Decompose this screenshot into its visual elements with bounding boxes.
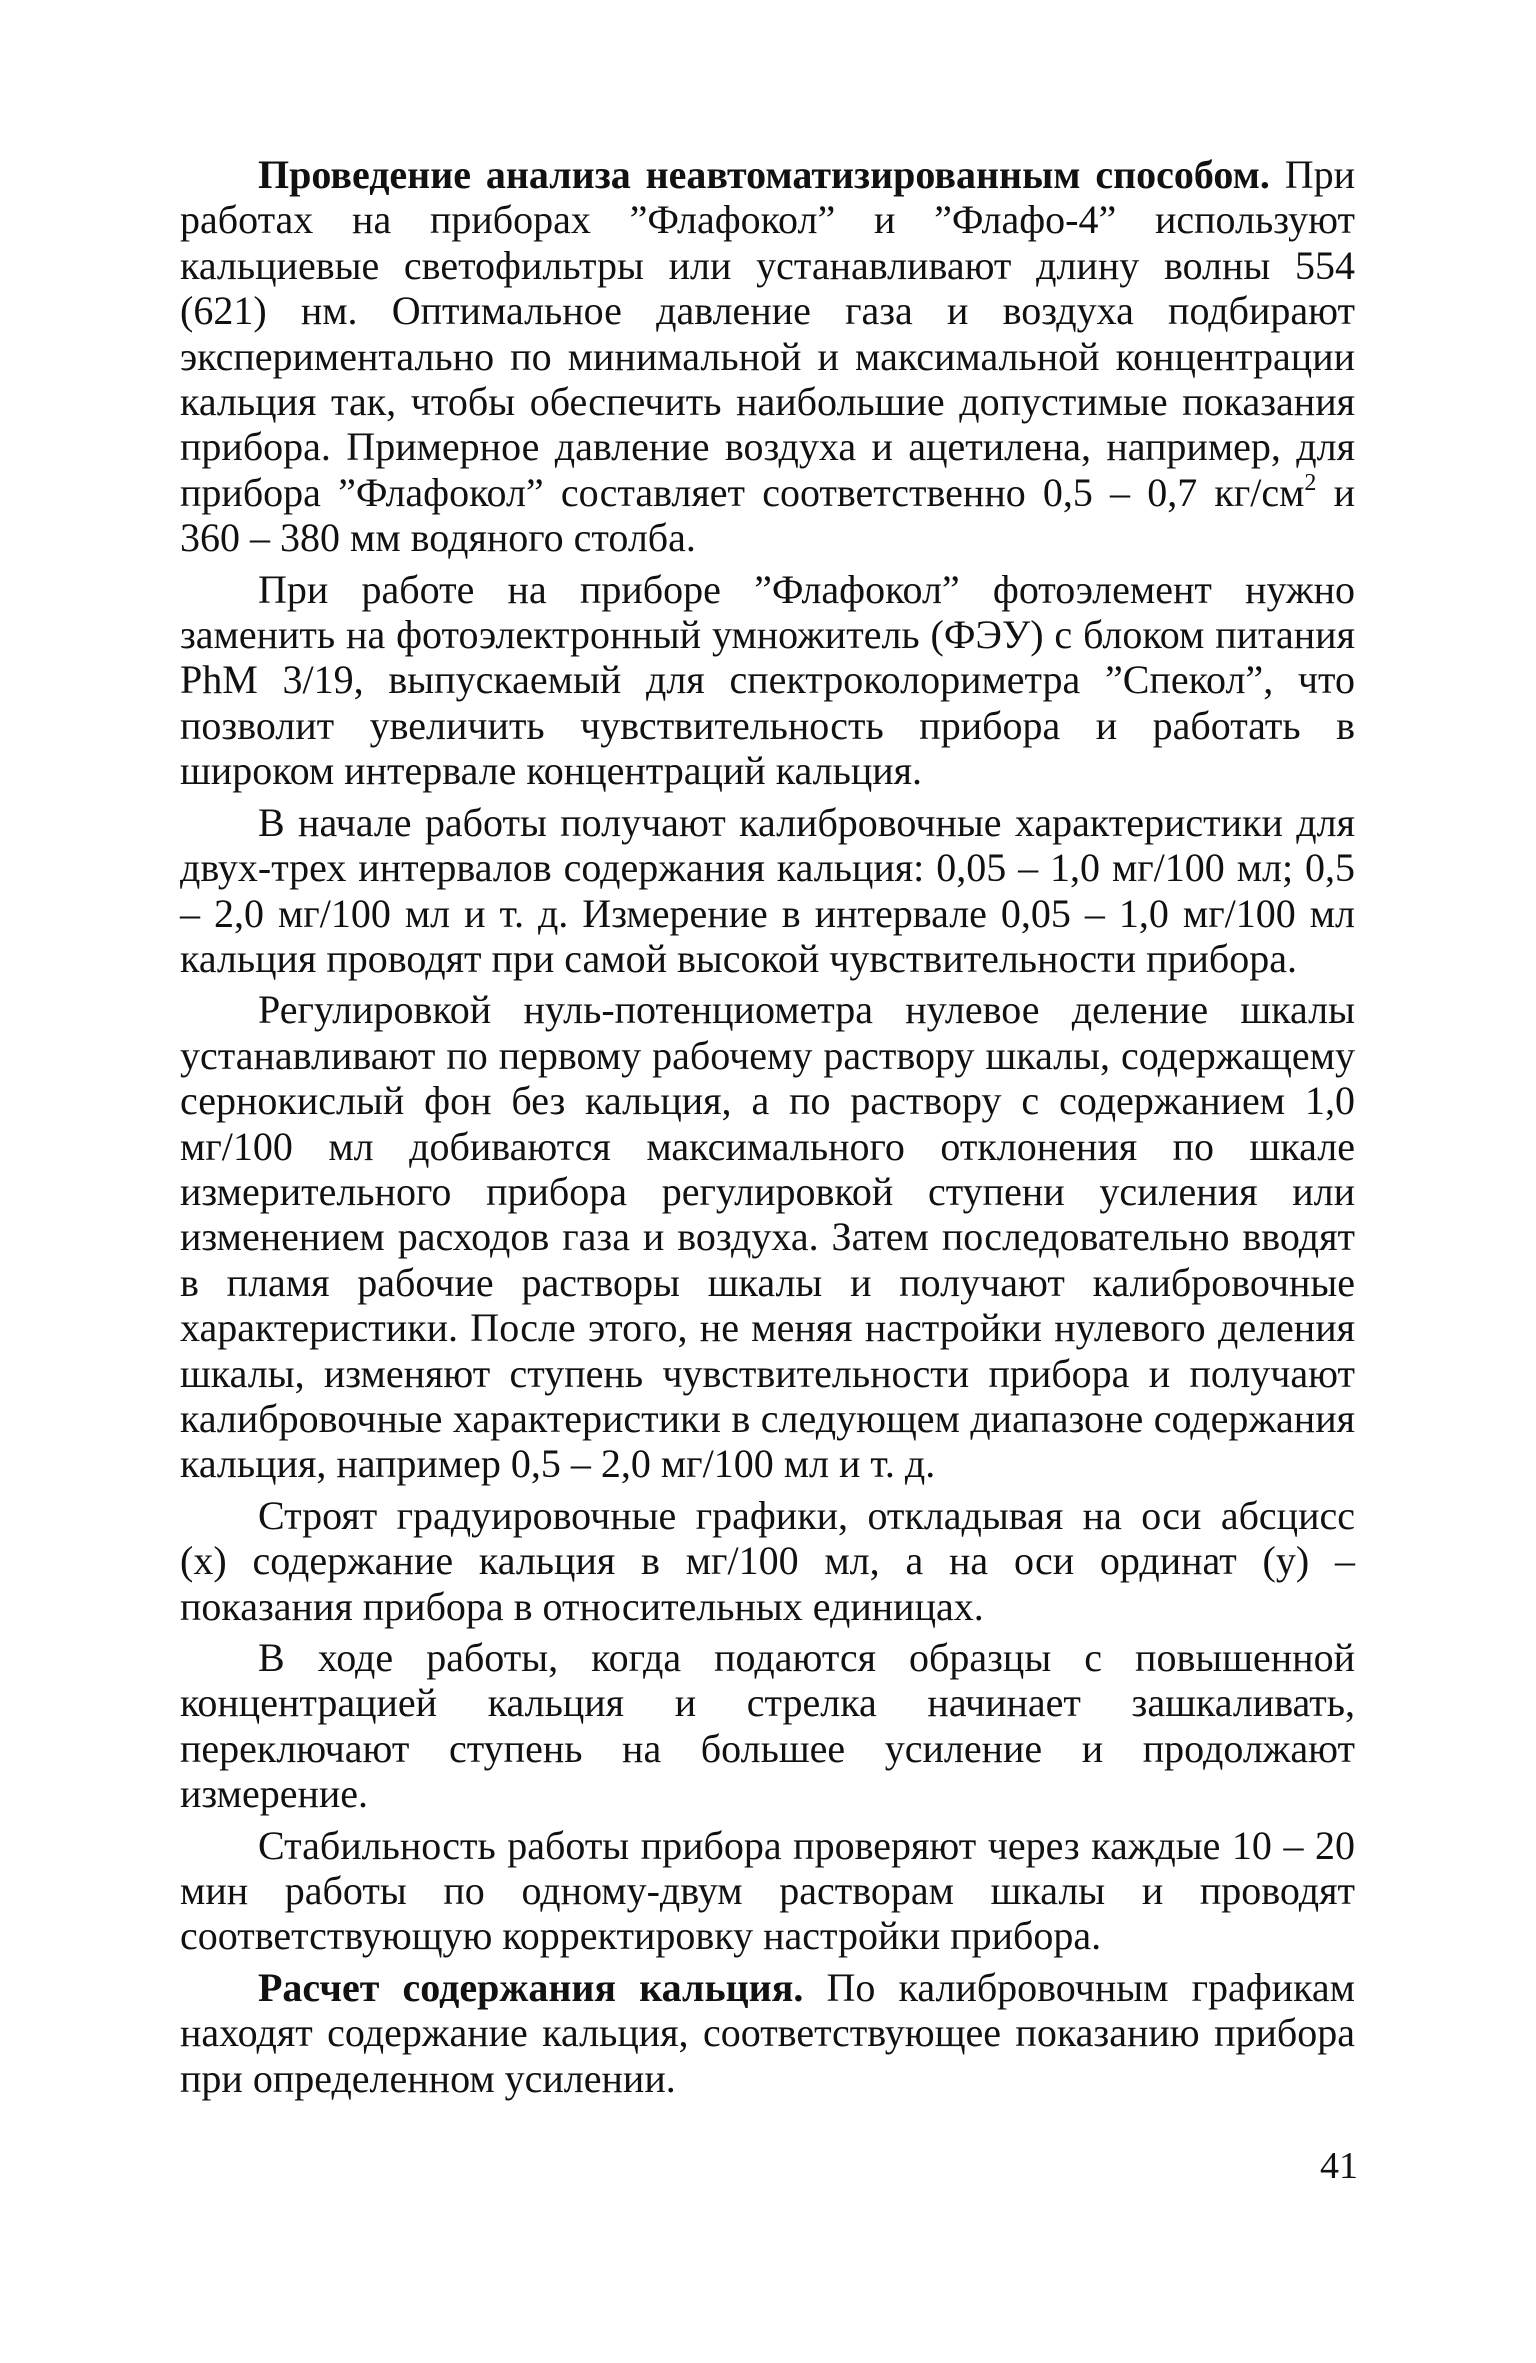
paragraph-text: По калибровочным графикам находят содержание кальция, соответствующее показанию прибора при определенном усилении. (180, 1964, 1355, 2101)
paragraph-text-tail: и 360 – 380 мм водяного столба. (180, 469, 1355, 561)
paragraph-stability: Стабильность работы прибора проверяют через каждые 10 – 20 мин работы по одному-двум растворам шкалы и проводят соответствующую корректировку настройки прибора. (180, 1822, 1355, 1959)
paragraph-manual-analysis (180, 152, 1355, 561)
superscript-exponent: 2 (1304, 469, 1317, 496)
page-body (180, 152, 1355, 2101)
paragraph-zero-adjustment: Регулировкой нуль-потенциометра нулевое деление шкалы устанавливают по первому рабочему раствору шкалы, содержащему сернокислый фон без кальция, а по раствору с содержанием 1,0 мг/100 мл добиваются максимального отклонения по шкале измерительного прибора регулировкой ступени усиления или изменением расходов газа и воздуха. Затем последовательно вводят в пламя рабочие растворы шкалы и получают калибровочные характеристики. После этого, не меняя настройки нулевого деления шкалы, изменяют ступень чувствительности прибора и получают калибровочные характеристики в следующем диапазоне содержания кальция, например 0,5 – 2,0 мг/100 мл и т. д. (180, 987, 1355, 1487)
paragraph-high-concentration: В ходе работы, когда подаются образцы с повышенной концентрацией кальция и стрелка начинает зашкаливать, переключают ступень на большее усиление и продолжают измерение. (180, 1635, 1355, 1817)
section-heading-manual-analysis: Проведение анализа неавтоматизированным способом. (258, 152, 1270, 197)
paragraph-photomultiplier: При работе на приборе ”Флафокол” фотоэлемент нужно заменить на фотоэлектронный умножитель (ФЭУ) с блоком питания PhM 3/19, выпускаемый для спектроколориметра ”Спекол”, что позволит увеличить чувствительность прибора и работать в широком интервале концентраций кальция. (180, 566, 1355, 794)
paragraph-graphs: Строят градуировочные графики, откладывая на оси абсцисс (x) содержание кальция в мг/100 мл, а на оси ординат (y) – показания прибора в относительных единицах. (180, 1492, 1355, 1629)
paragraph-text: При работах на приборах ”Флафокол” и ”Флафо-4” используют кальциевые светофильтры или устанавливают длину волны 554 (621) нм. Оптимальное давление газа и воздуха подбирают экспериментально по минимальной и максимальной концентрации кальция так, чтобы обеспечить наибольшие допустимые показания прибора. Примерное давление воздуха и ацетилена, например, для прибора ”Флафокол” составляет соответственно 0,5 – 0,7 кг/см (180, 152, 1355, 515)
paragraph-calcium-calculation (180, 1965, 1355, 2101)
paragraph-calibration-intervals: В начале работы получают калибровочные характеристики для двух-трех интервалов содержания кальция: 0,05 – 1,0 мг/100 мл; 0,5 – 2,0 мг/100 мл и т. д. Измерение в интервале 0,05 – 1,0 мг/100 мл кальция проводят при самой высокой чувствительности прибора. (180, 799, 1355, 981)
section-heading-calcium-calculation: Расчет содержания кальция. (258, 1964, 804, 2010)
page-number: 41 (1320, 2145, 1358, 2187)
